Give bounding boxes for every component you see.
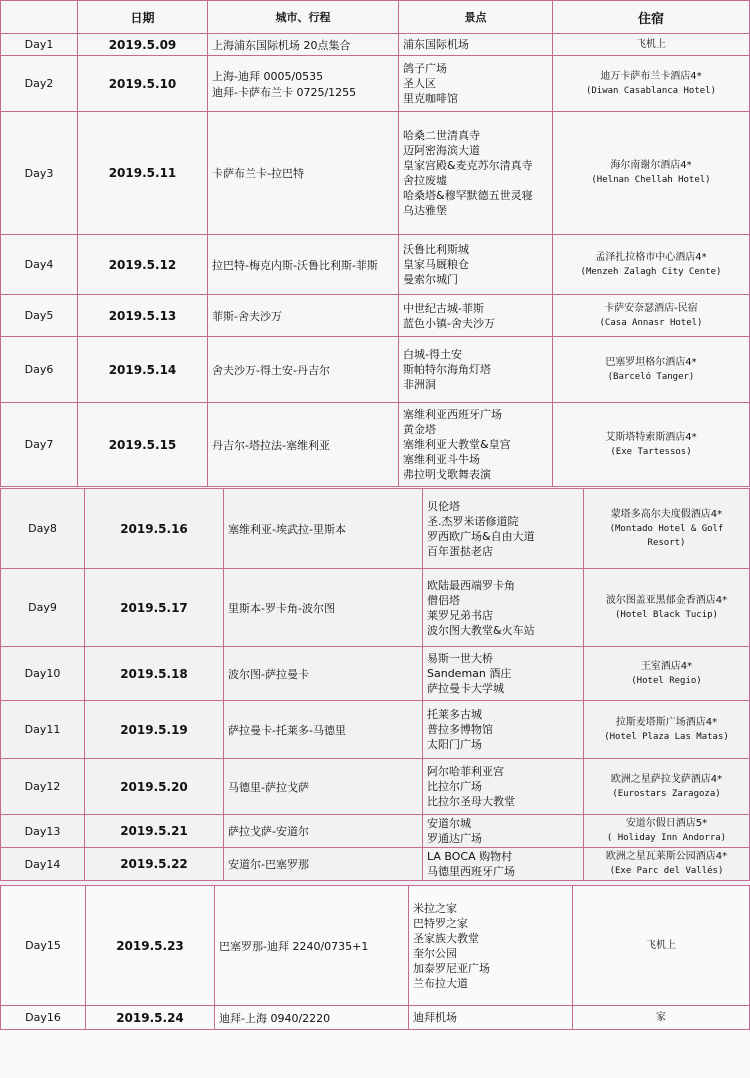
table-row [1,235,750,295]
day-cell: Day10 [1,647,85,701]
hotel-cell [553,337,750,403]
route-line: 菲斯-舍夫沙万 [212,309,282,323]
sight-item: 太阳门广场 [427,738,482,751]
route-cell [215,1006,409,1030]
hotel-cell [584,759,750,815]
sight-item: 中世纪古城-菲斯 [403,301,484,315]
route-cell [224,759,423,815]
hotel-name-cn: 欧洲之星瓦莱斯公园酒店4* [605,851,728,862]
sights-cell [399,56,553,112]
itinerary-photo-part-1 [0,0,750,488]
table-row [1,403,750,487]
hotel-cell [584,569,750,647]
hotel-name-cn: 欧洲之星萨拉戈萨酒店4* [610,773,723,785]
date-cell: 2019.5.24 [86,1006,215,1030]
sight-item: 萨拉曼卡大学城 [427,682,504,695]
hotel-name-en: (Diwan Casablanca Hotel) [585,85,717,96]
sights-cell [399,112,553,235]
sight-item: 莱罗兄弟书店 [427,608,493,622]
route-line: 卡萨布兰卡-拉巴特 [212,167,304,180]
sight-item: 兰布拉大道 [413,976,468,990]
sight-item: 弗拉明戈歌舞表演 [403,468,491,481]
hotel-cell [584,489,750,569]
sight-item: 罗西欧广场&自由大道 [427,529,535,543]
date-cell: 2019.5.22 [85,848,224,881]
hotel-name-en: (Casa Annasr Hotel) [599,317,703,328]
hotel-cell [584,848,750,881]
sight-item: 塞维利亚斗牛场 [403,453,480,466]
sight-item: 阿尔哈菲利亚宫 [427,765,504,778]
date-cell: 2019.5.18 [85,647,224,701]
sight-item: 百年蛋挞老店 [427,544,493,558]
route-cell [224,569,423,647]
route-line: 上海浦东国际机场 20点集合 [212,38,351,52]
sight-item: 罗通达广场 [427,832,482,845]
hotel-name-cn: 飞机上 [646,939,676,951]
hotel-name-en: (Helnan Chellah Hotel) [591,175,711,185]
hotel-cell [584,647,750,701]
hotel-name-en: (Hotel Black Tucip) [615,609,718,620]
table-row [1,34,750,56]
route-cell [224,848,423,881]
sights-cell [423,759,584,815]
sight-item: 皇家马厩粮仓 [403,258,469,271]
route-line: 上海-迪拜 0005/0535 [212,69,324,83]
day-cell: Day9 [1,569,85,647]
date-cell: 2019.5.23 [86,886,215,1006]
sight-item: 欧陆最西端罗卡角 [427,578,515,592]
sights-cell [423,489,584,569]
sights-cell [423,815,584,848]
sight-item: 巴特罗之家 [413,916,468,930]
hotel-name-en: (Exe Tartessos) [610,446,692,457]
sight-item: 迈阿密海滨大道 [403,144,480,157]
sight-item: 曼索尔城门 [403,273,458,286]
sights-cell [399,235,553,295]
sight-item: 哈桑二世清真寺 [403,129,480,142]
day-cell: Day6 [1,337,78,403]
itinerary-table [0,885,750,1030]
hotel-name-cn: 迪万卡萨布兰卡酒店4* [600,70,702,82]
table-row [1,701,750,759]
day-cell: Day8 [1,489,85,569]
sight-item: 皇家宫殿&麦克苏尔清真寺 [403,159,533,172]
hotel-cell [573,886,750,1006]
route-cell [208,56,399,112]
hotel-name-cn: 巴塞罗坦格尔酒店4* [605,356,697,368]
sight-item: 比拉尔圣母大教堂 [427,795,515,808]
route-cell [208,112,399,235]
hotel-cell [573,1006,750,1030]
day-cell: Day11 [1,701,85,759]
day-cell: Day1 [1,34,78,56]
sights-cell [399,34,553,56]
sight-item: 鸽子广场 [403,62,447,75]
sights-cell [423,647,584,701]
hotel-name-en: (Hotel Plaza Las Matas) [604,731,729,742]
table-row [1,886,750,1006]
date-cell: 2019.5.15 [78,403,208,487]
route-line: 马德里-萨拉戈萨 [228,780,309,794]
sight-item: 塞维利亚大教堂&皇宫 [403,438,511,451]
day-cell: Day2 [1,56,78,112]
route-cell [215,886,409,1006]
hotel-name-cn: 家 [656,1011,666,1023]
hotel-name-en: ( Holiday Inn Andorra) [606,833,727,843]
day-cell: Day7 [1,403,78,487]
header-hotel: 住宿 [553,1,750,34]
table-row [1,848,750,881]
hotel-cell [553,295,750,337]
sights-cell [399,337,553,403]
table-row [1,759,750,815]
sights-cell [423,848,584,881]
table-row [1,489,750,569]
route-cell [224,489,423,569]
sight-item: 哈桑塔&穆罕默德五世灵寝 [403,189,533,202]
sight-item: 里克咖啡馆 [403,92,458,105]
sight-item: 斯帕特尔海角灯塔 [403,363,491,376]
sight-item: 安道尔城 [427,817,471,830]
sight-item: 黄金塔 [403,423,436,436]
sight-item: 蓝色小镇-舍夫沙万 [403,316,495,330]
table-row [1,112,750,235]
route-line: 波尔图-萨拉曼卡 [228,667,309,681]
hotel-cell [553,34,750,56]
sight-item: 塞维利亚西班牙广场 [403,408,502,421]
sight-item: 迪拜机场 [413,1011,457,1024]
sights-cell [423,569,584,647]
route-line: 拉巴特-梅克内斯-沃鲁比利斯-菲斯 [212,258,378,272]
date-cell: 2019.5.16 [85,489,224,569]
table-row [1,815,750,848]
sights-cell [399,295,553,337]
date-cell: 2019.5.13 [78,295,208,337]
table-row [1,1006,750,1030]
sight-item: 白城-得土安 [403,348,462,361]
hotel-name-en: (Menzeh Zalagh City Cente) [580,266,722,277]
header-route: 城市、行程 [208,1,399,34]
hotel-name-cn: 蒙塔多高尔夫度假酒店4* [610,508,723,520]
sight-item: 易斯一世大桥 [427,652,493,665]
hotel-name-cn: 拉斯麦塔斯广场酒店4* [615,716,718,728]
route-cell [208,337,399,403]
route-cell [208,403,399,487]
day-cell: Day3 [1,112,78,235]
sights-cell [423,701,584,759]
hotel-cell [584,815,750,848]
hotel-name-cn: 波尔图盖亚黑郁金香酒店4* [605,594,728,606]
route-line: 迪拜-上海 0940/2220 [219,1011,331,1025]
hotel-name-cn: 飞机上 [636,38,666,50]
route-line: 丹吉尔-塔拉法-塞维利亚 [212,438,330,452]
sight-item: 普拉多博物馆 [427,723,493,736]
date-cell: 2019.5.09 [78,34,208,56]
sights-cell [409,886,573,1006]
date-cell: 2019.5.20 [85,759,224,815]
hotel-name-en: (Eurostars Zaragoza) [612,788,721,799]
day-cell: Day4 [1,235,78,295]
sight-item: 比拉尔广场 [427,780,482,793]
hotel-cell [553,56,750,112]
sight-item: 马德里西班牙广场 [427,865,515,878]
day-cell: Day13 [1,815,85,848]
hotel-cell [584,701,750,759]
route-line: 迪拜-卡萨布兰卡 0725/1255 [212,85,357,99]
date-cell: 2019.5.14 [78,337,208,403]
header-sights: 景点 [399,1,553,34]
day-cell: Day14 [1,848,85,881]
sight-item: 非洲洞 [403,378,436,391]
hotel-name-en: (Hotel Regio) [631,675,702,686]
route-line: 里斯本-罗卡角-波尔图 [228,601,335,615]
sight-item: 乌达雅堡 [403,204,447,217]
sight-item: Sandeman 酒庄 [427,667,512,680]
sight-item: LA BOCA 购物村 [427,850,513,863]
sight-item: 托莱多古城 [427,708,482,721]
hotel-name-cn: 艾斯塔特索斯酒店4* [605,431,697,443]
route-cell [224,647,423,701]
hotel-cell [553,235,750,295]
route-cell [208,295,399,337]
route-cell [208,34,399,56]
hotel-name-en: (Barceló Tanger) [607,371,695,382]
hotel-name-cn: 海尔南谢尔酒店4* [610,160,692,171]
route-cell [224,815,423,848]
route-line: 萨拉戈萨-安道尔 [228,825,309,838]
sight-item: 米拉之家 [413,901,457,915]
date-cell: 2019.5.17 [85,569,224,647]
day-cell: Day12 [1,759,85,815]
sight-item: 贝伦塔 [427,499,460,513]
date-cell: 2019.5.11 [78,112,208,235]
route-line: 塞维利亚-埃武拉-里斯本 [228,522,346,536]
itinerary-table [0,488,750,881]
hotel-name-cn: 孟泽扎拉格市中心酒店4* [595,251,707,263]
sight-item: 加泰罗尼亚广场 [413,961,490,975]
sight-item: 沃鲁比利斯城 [403,243,469,256]
table-row [1,56,750,112]
route-line: 萨拉曼卡-托莱多-马德里 [228,723,346,737]
sight-item: 波尔图大教堂&火车站 [427,623,535,637]
hotel-name-en: (Montado Hotel & Golf Resort) [609,523,724,548]
date-cell: 2019.5.12 [78,235,208,295]
sight-item: 舍拉废墟 [403,174,447,187]
hotel-name-en: (Exe Parc del Vallés) [609,866,724,876]
day-cell: Day16 [1,1006,86,1030]
itinerary-photo-part-2 [0,488,750,888]
header-date: 日期 [78,1,208,34]
table-row [1,295,750,337]
itinerary-table [0,0,750,487]
route-line: 巴塞罗那-迪拜 2240/0735+1 [219,939,369,953]
table-row [1,569,750,647]
sight-item: 浦东国际机场 [403,38,469,51]
hotel-cell [553,403,750,487]
table-row [1,337,750,403]
table-row [1,647,750,701]
sight-item: 僧侣塔 [427,593,460,607]
header-row [1,1,750,34]
route-line: 舍夫沙万-得土安-丹吉尔 [212,363,330,377]
sight-item: 奎尔公园 [413,946,457,960]
sight-item: 圣.杰罗米诺修道院 [427,514,519,528]
sights-cell [409,1006,573,1030]
date-cell: 2019.5.21 [85,815,224,848]
sight-item: 圣人区 [403,77,436,90]
header-day [1,1,78,34]
hotel-name-cn: 卡萨安奈瑟酒店-民宿 [604,302,698,314]
itinerary-photo-part-3 [0,885,750,1078]
route-line: 安道尔-巴塞罗那 [228,858,309,871]
day-cell: Day15 [1,886,86,1006]
sights-cell [399,403,553,487]
route-cell [224,701,423,759]
date-cell: 2019.5.10 [78,56,208,112]
hotel-name-cn: 安道尔假日酒店5* [625,818,708,829]
day-cell: Day5 [1,295,78,337]
route-cell [208,235,399,295]
hotel-cell [553,112,750,235]
sight-item: 圣家族大教堂 [413,931,479,945]
hotel-name-cn: 王室酒店4* [640,660,693,672]
date-cell: 2019.5.19 [85,701,224,759]
